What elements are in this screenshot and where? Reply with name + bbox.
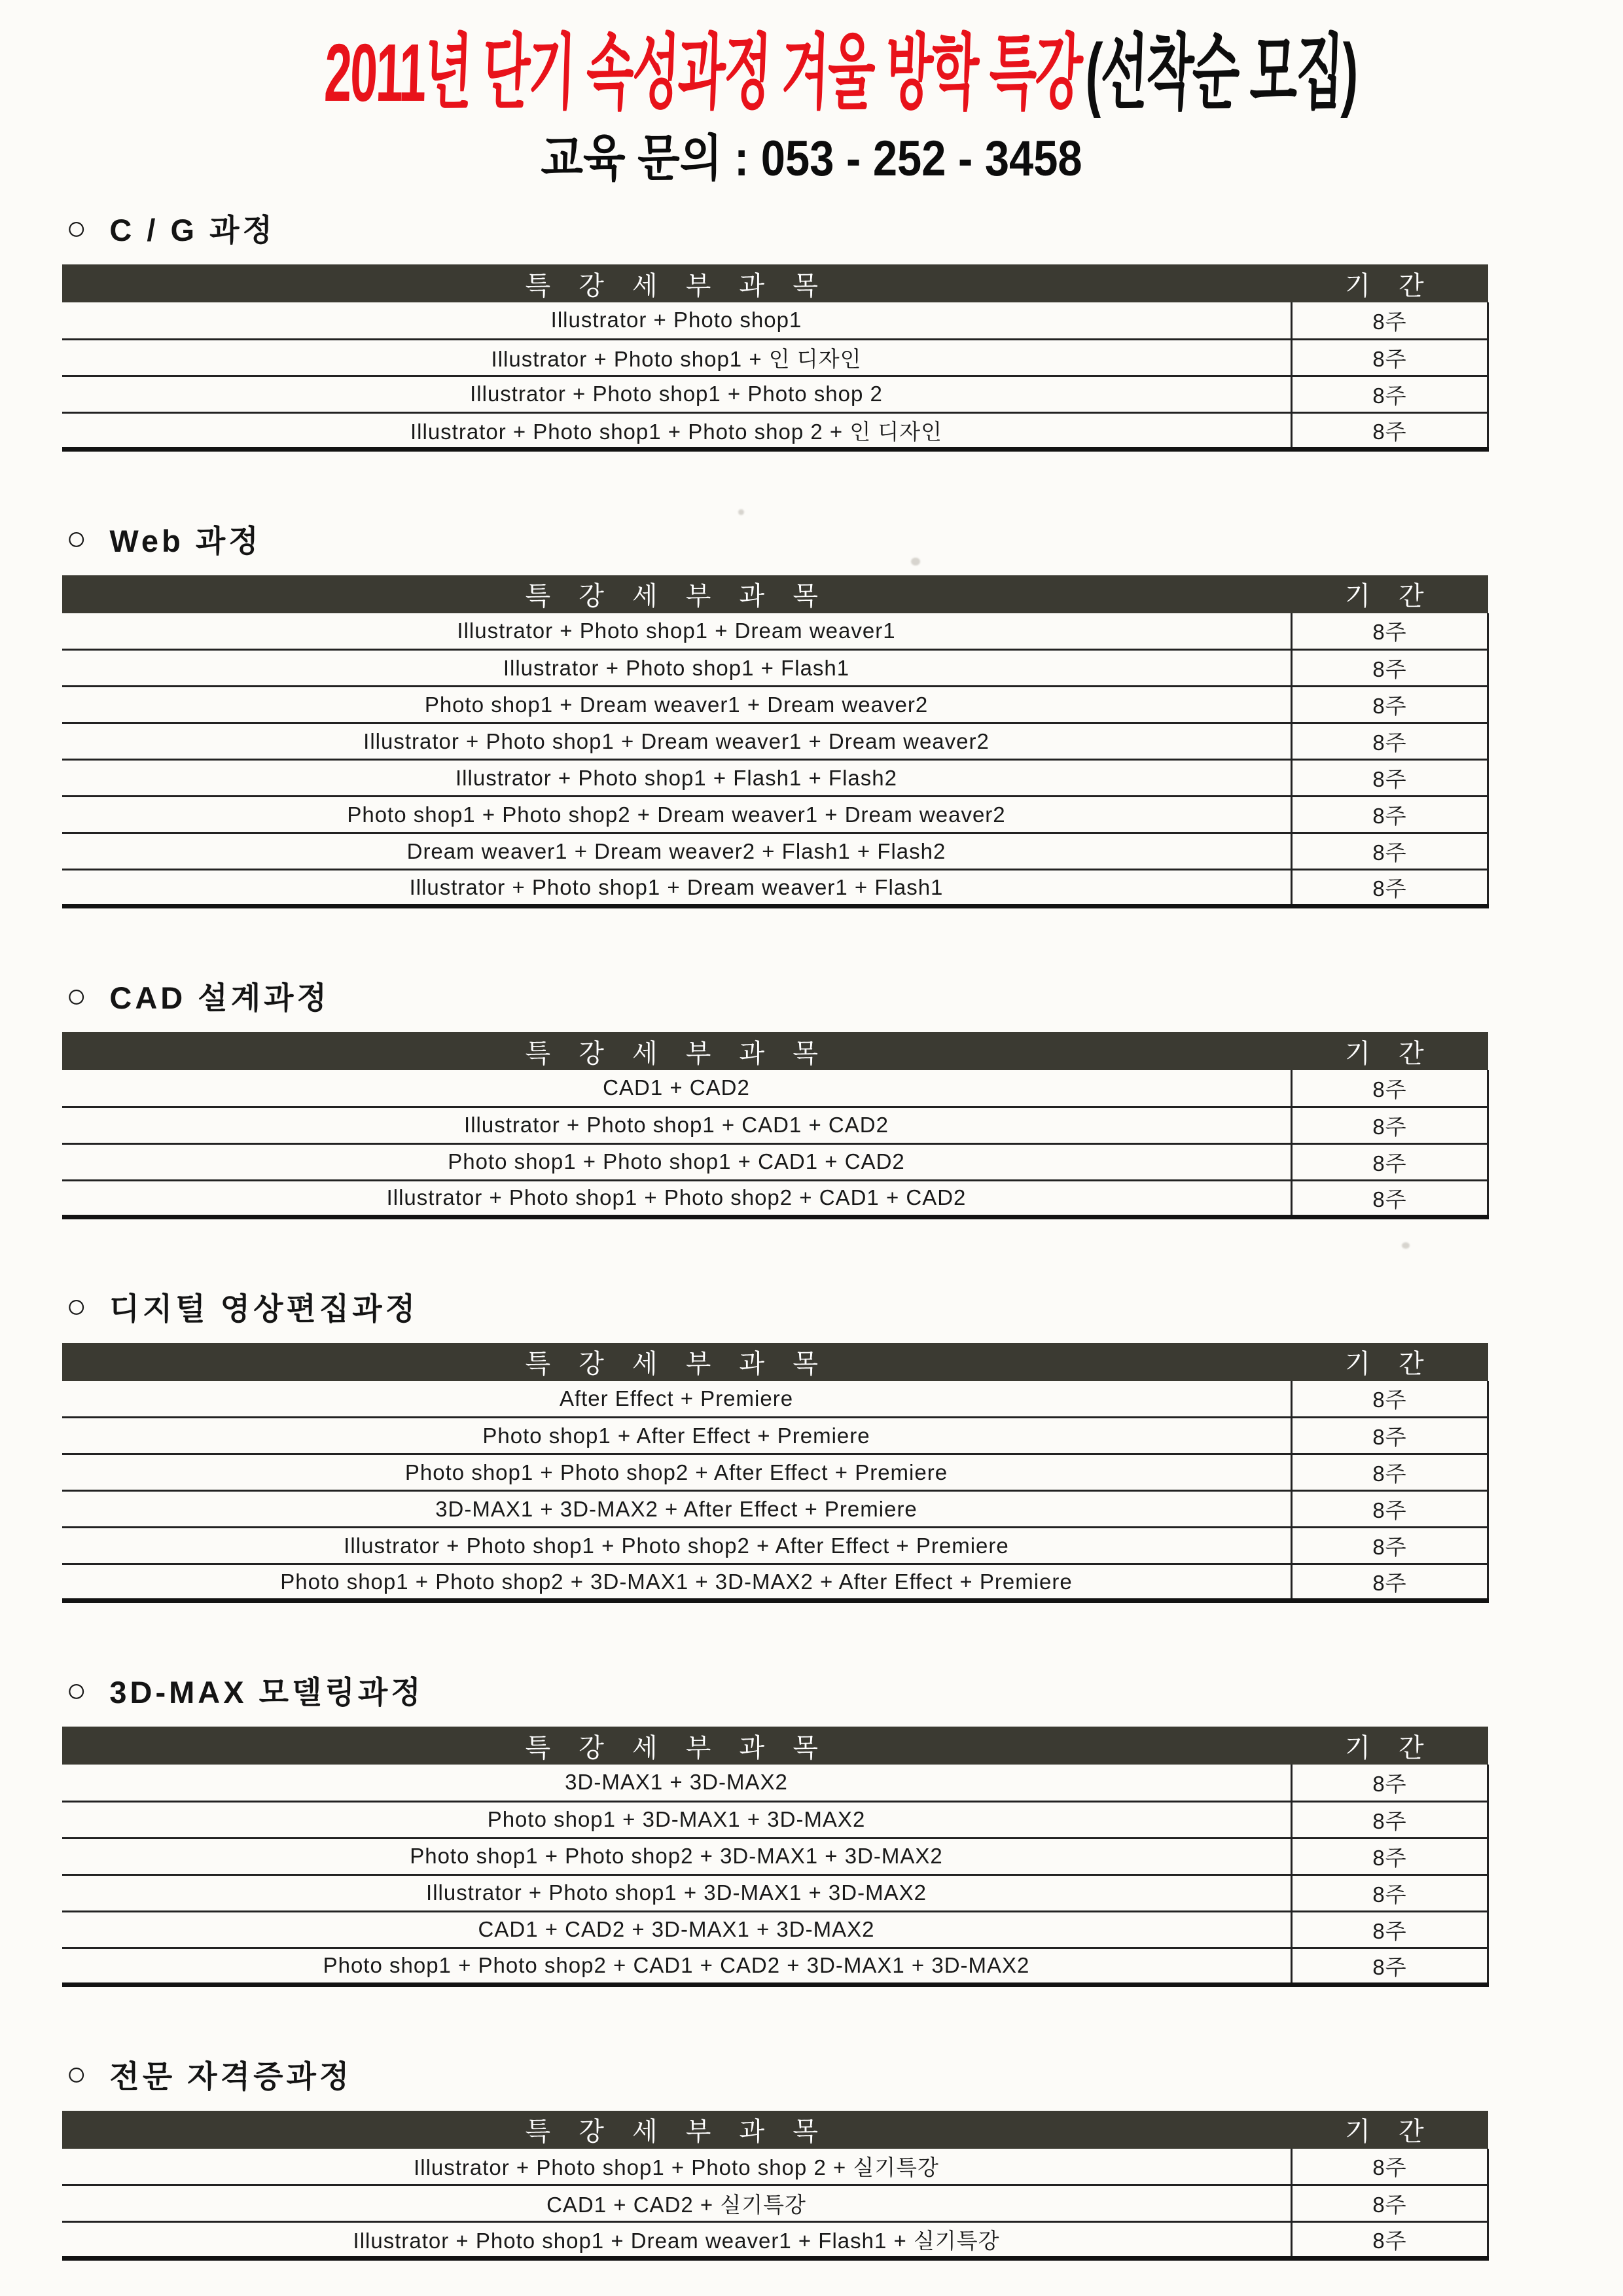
course-duration: 8주 [1292, 1765, 1488, 1801]
course-table [62, 575, 1489, 909]
table-body [62, 1381, 1488, 1601]
table-row [62, 1801, 1488, 1838]
course-duration: 8주 [1292, 613, 1488, 650]
course-subject: CAD1 + CAD2 [603, 1075, 750, 1100]
course-duration: 8주 [1292, 1911, 1488, 1948]
table-row [62, 1454, 1488, 1491]
course-duration: 8주 [1292, 2222, 1488, 2259]
course-duration: 8주 [1292, 650, 1488, 687]
table-row [62, 412, 1488, 449]
course-subject: 3D-MAX1 + 3D-MAX2 + After Effect + Premiere [62, 1491, 1292, 1528]
flyer-header [0, 0, 1623, 187]
course-subject: Photo shop1 + Photo shop2 + CAD1 + CAD2 + 3D-MAX1 + 3D-MAX2 [62, 1948, 1292, 1984]
table-row [62, 376, 1488, 412]
course-subject: Illustrator + Photo shop1 + Dream weaver1 [457, 618, 896, 643]
table-row [62, 2222, 1488, 2259]
table-row [62, 723, 1488, 760]
table-row [62, 833, 1488, 870]
course-duration: 8주 [1292, 1107, 1488, 1143]
course-table [62, 264, 1489, 452]
table-header [62, 2111, 1488, 2149]
course-duration: 8주 [1292, 376, 1488, 412]
course-subject: Photo shop1 + Photo shop2 + 3D-MAX1 + 3D-MAX2 + After Effect + Premiere [62, 1564, 1292, 1601]
table-row [62, 687, 1488, 723]
course-duration: 8주 [1292, 2185, 1488, 2222]
table-body [62, 613, 1488, 906]
table-header-row [62, 264, 1488, 302]
circle-bullet-icon: ○ [66, 1671, 90, 1710]
course-table [62, 1032, 1489, 1219]
course-subject: Illustrator + Photo shop1 + Dream weaver1 + Dream weaver2 [62, 723, 1292, 760]
course-duration: 8주 [1292, 797, 1488, 833]
table-header-row [62, 575, 1488, 613]
table-row [62, 1491, 1488, 1528]
course-duration: 8주 [1292, 1564, 1488, 1601]
course-subject: Illustrator + Photo shop1 + 인 디자인 [62, 339, 1292, 376]
section-digital-video [62, 1285, 1489, 1604]
column-header-subject: 특 강 세 부 과 목 [62, 575, 1292, 613]
section-title-label: C / G 과정 [109, 213, 276, 247]
table-row [62, 1528, 1488, 1564]
section-title-row [66, 2053, 1489, 2096]
table-header-row [62, 1727, 1488, 1765]
section-3dmax [62, 1668, 1489, 1987]
course-duration: 8주 [1292, 339, 1488, 376]
course-subject: Illustrator + Photo shop1 + CAD1 + CAD2 [62, 1107, 1292, 1143]
course-subject: Illustrator + Photo shop1 + Flash1 [62, 650, 1292, 687]
column-header-duration: 기 간 [1292, 264, 1488, 302]
table-row [62, 1107, 1488, 1143]
column-header-subject: 특 강 세 부 과 목 [62, 1032, 1292, 1070]
circle-bullet-icon: ○ [66, 209, 90, 247]
page-title-red-text: 2011년 단기 속성과정 겨울 방학 특강 [323, 27, 1083, 118]
course-duration: 8주 [1292, 1418, 1488, 1454]
table-row [62, 2149, 1488, 2185]
section-certificate [62, 2053, 1489, 2261]
course-subject: Photo shop1 + Dream weaver1 + Dream weaver2 [62, 687, 1292, 723]
course-table [62, 2111, 1489, 2261]
course-subject: Photo shop1 + Photo shop2 + Dream weaver1 + Dream weaver2 [62, 797, 1292, 833]
course-subject: Illustrator + Photo shop1 + Photo shop 2 + 실기특강 [414, 2155, 939, 2180]
column-header-subject: 특 강 세 부 과 목 [62, 1727, 1292, 1765]
section-cad [62, 974, 1489, 1219]
course-subject: Illustrator + Photo shop1 + Dream weaver1 + Flash1 [62, 870, 1292, 906]
table-row [62, 650, 1488, 687]
table-row [62, 797, 1488, 833]
table-row [62, 760, 1488, 797]
table-body [62, 302, 1488, 449]
course-sections-container [62, 206, 1489, 2261]
section-title-label: 디지털 영상편집과정 [109, 1291, 419, 1326]
table-row [62, 339, 1488, 376]
course-duration: 8주 [1292, 1454, 1488, 1491]
column-header-duration: 기 간 [1292, 1727, 1488, 1765]
table-row [62, 1911, 1488, 1948]
column-header-duration: 기 간 [1292, 2111, 1488, 2149]
table-body [62, 1070, 1488, 1217]
section-title-label: 3D-MAX 모델링과정 [109, 1675, 424, 1710]
column-header-subject: 특 강 세 부 과 목 [62, 1343, 1292, 1381]
course-subject: After Effect + Premiere [559, 1386, 794, 1410]
table-row [62, 1180, 1488, 1217]
section-title-label: Web 과정 [109, 523, 262, 558]
course-duration: 8주 [1292, 870, 1488, 906]
circle-bullet-icon: ○ [66, 977, 90, 1015]
table-row [62, 302, 1488, 339]
course-subject: CAD1 + CAD2 + 실기특강 [62, 2185, 1292, 2222]
scan-speck [911, 558, 920, 565]
table-header [62, 264, 1488, 302]
section-title-row [66, 1668, 1489, 1712]
scan-speck [738, 509, 744, 515]
table-header [62, 1343, 1488, 1381]
course-subject: Illustrator + Photo shop1 + Dream weaver1 + Flash1 + 실기특강 [62, 2222, 1292, 2259]
course-duration: 8주 [1292, 1491, 1488, 1528]
course-duration: 8주 [1292, 833, 1488, 870]
course-subject: Dream weaver1 + Dream weaver2 + Flash1 + Flash2 [62, 833, 1292, 870]
column-header-subject: 특 강 세 부 과 목 [62, 264, 1292, 302]
column-header-subject: 특 강 세 부 과 목 [62, 2111, 1292, 2149]
contact-phone-line: 교육 문의 : 053 - 252 - 3458 [541, 131, 1082, 187]
table-header [62, 575, 1488, 613]
table-row [62, 1070, 1488, 1107]
course-duration: 8주 [1292, 1528, 1488, 1564]
section-title-label: 전문 자격증과정 [109, 2058, 353, 2094]
section-title-row [66, 1285, 1489, 1329]
course-duration: 8주 [1292, 723, 1488, 760]
table-row [62, 1564, 1488, 1601]
table-header-row [62, 1343, 1488, 1381]
scan-speck [1402, 1242, 1410, 1249]
course-subject: Illustrator + Photo shop1 + Photo shop 2 [62, 376, 1292, 412]
section-cg [62, 206, 1489, 452]
section-title-row [66, 206, 1489, 250]
course-duration: 8주 [1292, 2149, 1488, 2185]
course-duration: 8주 [1292, 1143, 1488, 1180]
table-row [62, 1381, 1488, 1418]
course-duration: 8주 [1292, 1801, 1488, 1838]
course-duration: 8주 [1292, 1070, 1488, 1107]
course-subject: Illustrator + Photo shop1 + Flash1 + Flash2 [62, 760, 1292, 797]
course-duration: 8주 [1292, 412, 1488, 449]
section-title-label: CAD 설계과정 [109, 980, 330, 1015]
column-header-duration: 기 간 [1292, 575, 1488, 613]
page-title [323, 27, 1359, 118]
course-subject: Photo shop1 + Photo shop1 + CAD1 + CAD2 [62, 1143, 1292, 1180]
course-duration: 8주 [1292, 1948, 1488, 1984]
circle-bullet-icon: ○ [66, 1287, 90, 1325]
table-body [62, 1765, 1488, 1984]
course-subject: Photo shop1 + Photo shop2 + 3D-MAX1 + 3D-MAX2 [62, 1838, 1292, 1874]
course-duration: 8주 [1292, 687, 1488, 723]
course-duration: 8주 [1292, 1838, 1488, 1874]
table-row [62, 1143, 1488, 1180]
table-row [62, 613, 1488, 650]
table-header-row [62, 1032, 1488, 1070]
course-subject: Illustrator + Photo shop1 + Photo shop2 + After Effect + Premiere [62, 1528, 1292, 1564]
course-subject: Photo shop1 + 3D-MAX1 + 3D-MAX2 [62, 1801, 1292, 1838]
course-subject: CAD1 + CAD2 + 3D-MAX1 + 3D-MAX2 [62, 1911, 1292, 1948]
column-header-duration: 기 간 [1292, 1343, 1488, 1381]
table-row [62, 870, 1488, 906]
table-row [62, 1838, 1488, 1874]
table-header-row [62, 2111, 1488, 2149]
course-duration: 8주 [1292, 760, 1488, 797]
course-subject: Photo shop1 + After Effect + Premiere [62, 1418, 1292, 1454]
course-duration: 8주 [1292, 1874, 1488, 1911]
course-subject: Illustrator + Photo shop1 + Photo shop 2 + 인 디자인 [62, 412, 1292, 449]
table-row [62, 1418, 1488, 1454]
table-row [62, 2185, 1488, 2222]
section-title-row [66, 517, 1489, 561]
course-subject: 3D-MAX1 + 3D-MAX2 [565, 1770, 788, 1795]
table-header [62, 1727, 1488, 1765]
table-row [62, 1765, 1488, 1801]
section-title-row [66, 974, 1489, 1018]
section-web [62, 517, 1489, 909]
course-duration: 8주 [1292, 302, 1488, 339]
course-duration: 8주 [1292, 1180, 1488, 1217]
course-subject: Illustrator + Photo shop1 + 3D-MAX1 + 3D-MAX2 [62, 1874, 1292, 1911]
table-body [62, 2149, 1488, 2259]
course-subject: Illustrator + Photo shop1 [550, 308, 802, 332]
column-header-duration: 기 간 [1292, 1032, 1488, 1070]
table-header [62, 1032, 1488, 1070]
table-row [62, 1948, 1488, 1984]
course-table [62, 1343, 1489, 1604]
page-title-black-text: (선착순 모집) [1084, 27, 1359, 118]
circle-bullet-icon: ○ [66, 520, 90, 558]
course-subject: Photo shop1 + Photo shop2 + After Effect + Premiere [62, 1454, 1292, 1491]
table-row [62, 1874, 1488, 1911]
course-table [62, 1727, 1489, 1987]
course-subject: Illustrator + Photo shop1 + Photo shop2 + CAD1 + CAD2 [62, 1180, 1292, 1217]
circle-bullet-icon: ○ [66, 2055, 90, 2093]
course-duration: 8주 [1292, 1381, 1488, 1418]
